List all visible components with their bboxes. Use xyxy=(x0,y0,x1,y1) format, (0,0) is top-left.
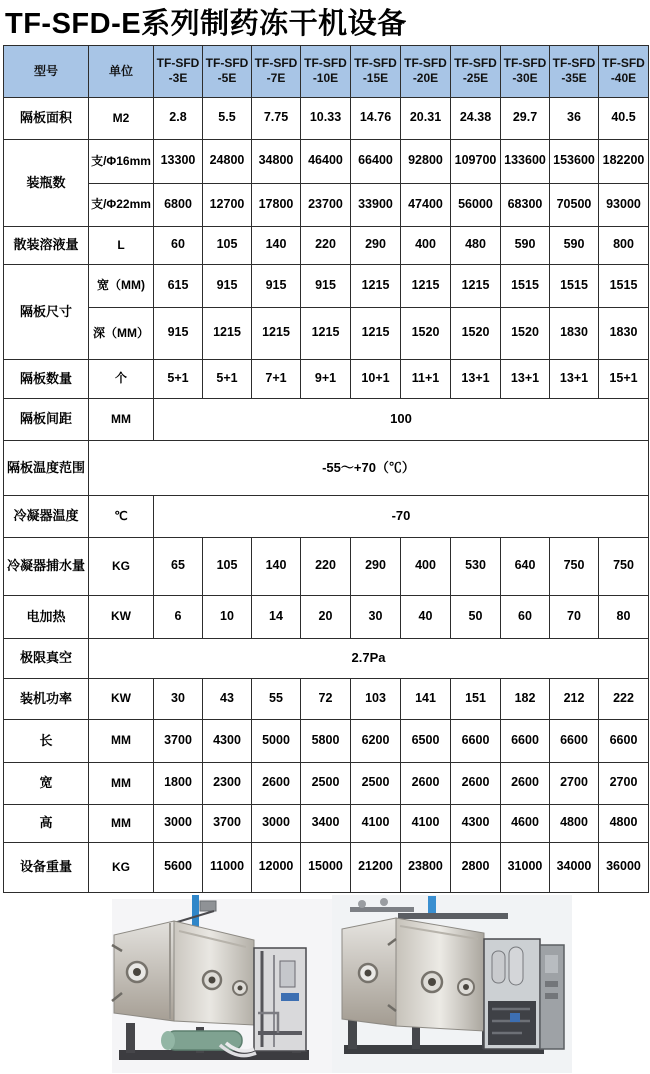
row-label: 设备重量 xyxy=(4,842,89,892)
value-cell: 6600 xyxy=(550,719,599,762)
value-cell: 65 xyxy=(154,537,203,595)
value-cell: 15+1 xyxy=(599,359,649,398)
row-label: 隔板温度范围 xyxy=(4,440,89,495)
value-cell: 1215 xyxy=(401,264,451,307)
value-cell: 4800 xyxy=(550,804,599,842)
model-name-line2: -35E xyxy=(561,71,587,86)
value-cell: 1215 xyxy=(203,307,252,359)
row-label: 散装溶液量 xyxy=(4,226,89,264)
value-cell: 10.33 xyxy=(301,97,351,139)
row-label: 冷凝器温度 xyxy=(4,495,89,537)
row-label: 装瓶数 xyxy=(4,139,89,226)
value-cell: 140 xyxy=(252,537,301,595)
value-cell: 6600 xyxy=(501,719,550,762)
value-cell: 2700 xyxy=(599,762,649,804)
value-cell: 30 xyxy=(154,678,203,719)
table-row xyxy=(4,638,649,678)
value-cell: 31000 xyxy=(501,842,550,892)
table-row xyxy=(4,595,649,638)
table-body xyxy=(4,97,649,892)
value-cell: 5600 xyxy=(154,842,203,892)
freeze-dryer-photo-right xyxy=(332,893,577,1073)
row-label: 隔板面积 xyxy=(4,97,89,139)
value-cell: 13300 xyxy=(154,139,203,183)
value-cell: 4800 xyxy=(599,804,649,842)
row-label: 装机功率 xyxy=(4,678,89,719)
value-cell: 1515 xyxy=(599,264,649,307)
value-cell: 7.75 xyxy=(252,97,301,139)
value-cell: 2600 xyxy=(401,762,451,804)
value-cell: 4600 xyxy=(501,804,550,842)
value-cell: 109700 xyxy=(451,139,501,183)
table-row xyxy=(4,762,649,804)
value-cell: 140 xyxy=(252,226,301,264)
value-cell: 5800 xyxy=(301,719,351,762)
value-cell: 530 xyxy=(451,537,501,595)
value-cell: 6500 xyxy=(401,719,451,762)
value-cell: 2.8 xyxy=(154,97,203,139)
table-row xyxy=(4,307,649,359)
value-cell: 40 xyxy=(401,595,451,638)
value-cell: 640 xyxy=(501,537,550,595)
value-cell: 5+1 xyxy=(154,359,203,398)
value-cell: 12000 xyxy=(252,842,301,892)
value-cell: 2300 xyxy=(203,762,252,804)
value-cell: 1520 xyxy=(451,307,501,359)
value-cell: 6200 xyxy=(351,719,401,762)
table-row xyxy=(4,678,649,719)
value-cell: 3400 xyxy=(301,804,351,842)
table-row xyxy=(4,440,649,495)
value-cell: 1215 xyxy=(451,264,501,307)
value-cell: 6 xyxy=(154,595,203,638)
value-cell: 29.7 xyxy=(501,97,550,139)
row-label: 长 xyxy=(4,719,89,762)
model-name-line2: -25E xyxy=(462,71,489,86)
model-name-line2: -10E xyxy=(312,71,339,86)
value-cell: 6600 xyxy=(599,719,649,762)
model-name-line1: TF-SFD xyxy=(354,56,397,71)
unit-cell: 支/Φ22mm xyxy=(89,183,154,226)
value-cell: 2600 xyxy=(451,762,501,804)
model-name-line1: TF-SFD xyxy=(156,56,200,71)
model-name-line1: TF-SFD xyxy=(254,56,298,71)
value-cell: 40.5 xyxy=(599,97,649,139)
model-name-line1: TF-SFD xyxy=(552,56,596,71)
table-row xyxy=(4,264,649,307)
table-header xyxy=(4,45,649,97)
value-cell: 5.5 xyxy=(203,97,252,139)
value-cell: 11+1 xyxy=(401,359,451,398)
value-cell: 182 xyxy=(501,678,550,719)
unit-cell: MM xyxy=(89,804,154,842)
value-cell: 3000 xyxy=(252,804,301,842)
table-row xyxy=(4,139,649,183)
row-label: 隔板间距 xyxy=(4,398,89,440)
value-cell: 222 xyxy=(599,678,649,719)
value-cell: 46400 xyxy=(301,139,351,183)
value-cell: 1215 xyxy=(301,307,351,359)
value-cell: 36000 xyxy=(599,842,649,892)
header-model-tf-sfd-15e xyxy=(351,45,401,97)
header-model-tf-sfd-25e xyxy=(451,45,501,97)
value-cell: 290 xyxy=(351,537,401,595)
header-model-tf-sfd-40e xyxy=(599,45,649,97)
model-name-line2: -20E xyxy=(412,71,439,86)
unit-cell: KG xyxy=(89,537,154,595)
value-cell: 2700 xyxy=(550,762,599,804)
value-cell: 66400 xyxy=(351,139,401,183)
value-cell: 1215 xyxy=(252,307,301,359)
value-cell: 13+1 xyxy=(501,359,550,398)
merged-value-cell: -70 xyxy=(154,495,649,537)
value-cell: 2500 xyxy=(351,762,401,804)
header-model-tf-sfd-3e xyxy=(154,45,203,97)
value-cell: 1830 xyxy=(599,307,649,359)
unit-cell: KW xyxy=(89,595,154,638)
value-cell: 34000 xyxy=(550,842,599,892)
table-row xyxy=(4,804,649,842)
row-label: 冷凝器捕水量 xyxy=(4,537,89,595)
unit-cell: 支/Φ16mm xyxy=(89,139,154,183)
value-cell: 153600 xyxy=(550,139,599,183)
value-cell: 400 xyxy=(401,537,451,595)
table-row xyxy=(4,97,649,139)
value-cell: 24.38 xyxy=(451,97,501,139)
model-name-line1: TF-SFD xyxy=(503,56,547,71)
value-cell: 590 xyxy=(550,226,599,264)
value-cell: 2800 xyxy=(451,842,501,892)
value-cell: 14 xyxy=(252,595,301,638)
value-cell: 6600 xyxy=(451,719,501,762)
unit-cell: MM xyxy=(89,719,154,762)
page-title: TF-SFD-E系列制药冻干机设备 xyxy=(5,8,407,40)
header-model-tf-sfd-7e xyxy=(252,45,301,97)
table-row xyxy=(4,359,649,398)
value-cell: 93000 xyxy=(599,183,649,226)
value-cell: 55 xyxy=(252,678,301,719)
freeze-dryer-left-illustration xyxy=(74,893,332,1073)
value-cell: 7+1 xyxy=(252,359,301,398)
table-row xyxy=(4,537,649,595)
value-cell: 10+1 xyxy=(351,359,401,398)
value-cell: 12700 xyxy=(203,183,252,226)
row-label: 电加热 xyxy=(4,595,89,638)
model-name-line1: TF-SFD xyxy=(454,56,497,71)
freeze-dryer-right-illustration xyxy=(332,893,577,1073)
value-cell: 133600 xyxy=(501,139,550,183)
model-name-line2: -3E xyxy=(168,71,188,86)
unit-cell: 宽（MM) xyxy=(89,264,154,307)
value-cell: 915 xyxy=(203,264,252,307)
value-cell: 1830 xyxy=(550,307,599,359)
value-cell: 72 xyxy=(301,678,351,719)
value-cell: 151 xyxy=(451,678,501,719)
value-cell: 290 xyxy=(351,226,401,264)
value-cell: 5000 xyxy=(252,719,301,762)
value-cell: 68300 xyxy=(501,183,550,226)
row-label: 隔板尺寸 xyxy=(4,264,89,359)
model-name-line2: -30E xyxy=(512,71,538,86)
value-cell: 400 xyxy=(401,226,451,264)
value-cell: 47400 xyxy=(401,183,451,226)
value-cell: 2600 xyxy=(501,762,550,804)
value-cell: 15000 xyxy=(301,842,351,892)
value-cell: 33900 xyxy=(351,183,401,226)
product-photos xyxy=(0,893,650,1073)
value-cell: 182200 xyxy=(599,139,649,183)
row-label: 宽 xyxy=(4,762,89,804)
value-cell: 480 xyxy=(451,226,501,264)
value-cell: 915 xyxy=(154,307,203,359)
header-model-tf-sfd-20e xyxy=(401,45,451,97)
value-cell: 1515 xyxy=(550,264,599,307)
table-row xyxy=(4,183,649,226)
value-cell: 105 xyxy=(203,537,252,595)
value-cell: 21200 xyxy=(351,842,401,892)
row-label: 极限真空 xyxy=(4,638,89,678)
value-cell: 590 xyxy=(501,226,550,264)
value-cell: 6800 xyxy=(154,183,203,226)
value-cell: 800 xyxy=(599,226,649,264)
value-cell: 2500 xyxy=(301,762,351,804)
unit-cell: MM xyxy=(89,398,154,440)
value-cell: 20 xyxy=(301,595,351,638)
merged-value-cell: 2.7Pa xyxy=(89,638,649,678)
value-cell: 20.31 xyxy=(401,97,451,139)
table-row xyxy=(4,719,649,762)
value-cell: 70500 xyxy=(550,183,599,226)
value-cell: 23800 xyxy=(401,842,451,892)
value-cell: 141 xyxy=(401,678,451,719)
value-cell: 1515 xyxy=(501,264,550,307)
table-row xyxy=(4,495,649,537)
header-model-col: 型号 xyxy=(4,45,89,97)
value-cell: 13+1 xyxy=(451,359,501,398)
header-model-tf-sfd-35e xyxy=(550,45,599,97)
value-cell: 750 xyxy=(599,537,649,595)
value-cell: 4100 xyxy=(401,804,451,842)
value-cell: 3700 xyxy=(203,804,252,842)
row-label: 隔板数量 xyxy=(4,359,89,398)
model-name-line1: TF-SFD xyxy=(602,56,645,71)
unit-cell: KG xyxy=(89,842,154,892)
value-cell: 105 xyxy=(203,226,252,264)
value-cell: 1800 xyxy=(154,762,203,804)
value-cell: 43 xyxy=(203,678,252,719)
value-cell: 56000 xyxy=(451,183,501,226)
value-cell: 2600 xyxy=(252,762,301,804)
spec-table xyxy=(3,45,649,893)
value-cell: 1215 xyxy=(351,307,401,359)
unit-cell: ℃ xyxy=(89,495,154,537)
merged-value-cell: -55～+70（℃） xyxy=(89,440,649,495)
value-cell: 50 xyxy=(451,595,501,638)
header-unit-col: 单位 xyxy=(89,45,154,97)
value-cell: 5+1 xyxy=(203,359,252,398)
value-cell: 60 xyxy=(154,226,203,264)
value-cell: 4300 xyxy=(203,719,252,762)
value-cell: 80 xyxy=(599,595,649,638)
merged-value-cell: 100 xyxy=(154,398,649,440)
value-cell: 212 xyxy=(550,678,599,719)
value-cell: 10 xyxy=(203,595,252,638)
table-row xyxy=(4,842,649,892)
value-cell: 36 xyxy=(550,97,599,139)
value-cell: 103 xyxy=(351,678,401,719)
unit-cell: L xyxy=(89,226,154,264)
value-cell: 915 xyxy=(301,264,351,307)
value-cell: 34800 xyxy=(252,139,301,183)
value-cell: 30 xyxy=(351,595,401,638)
value-cell: 3000 xyxy=(154,804,203,842)
value-cell: 4300 xyxy=(451,804,501,842)
header-row xyxy=(4,45,649,97)
value-cell: 13+1 xyxy=(550,359,599,398)
value-cell: 24800 xyxy=(203,139,252,183)
unit-cell: 个 xyxy=(89,359,154,398)
value-cell: 23700 xyxy=(301,183,351,226)
value-cell: 750 xyxy=(550,537,599,595)
value-cell: 220 xyxy=(301,226,351,264)
unit-cell: MM xyxy=(89,762,154,804)
model-name-line2: -15E xyxy=(362,71,389,86)
model-name-line1: TF-SFD xyxy=(205,56,249,71)
unit-cell: KW xyxy=(89,678,154,719)
model-name-line2: -40E xyxy=(610,71,637,86)
row-label: 高 xyxy=(4,804,89,842)
table-row xyxy=(4,226,649,264)
header-model-tf-sfd-10e xyxy=(301,45,351,97)
model-name-line1: TF-SFD xyxy=(404,56,447,71)
table-row xyxy=(4,398,649,440)
model-name-line2: -5E xyxy=(217,71,237,86)
value-cell: 14.76 xyxy=(351,97,401,139)
value-cell: 70 xyxy=(550,595,599,638)
value-cell: 1520 xyxy=(501,307,550,359)
value-cell: 9+1 xyxy=(301,359,351,398)
value-cell: 60 xyxy=(501,595,550,638)
value-cell: 92800 xyxy=(401,139,451,183)
header-model-tf-sfd-30e xyxy=(501,45,550,97)
model-name-line2: -7E xyxy=(266,71,286,86)
value-cell: 1215 xyxy=(351,264,401,307)
value-cell: 3700 xyxy=(154,719,203,762)
unit-cell: 深（MM） xyxy=(89,307,154,359)
model-name-line1: TF-SFD xyxy=(304,56,347,71)
value-cell: 17800 xyxy=(252,183,301,226)
freeze-dryer-photo-left xyxy=(74,893,332,1073)
unit-cell: M2 xyxy=(89,97,154,139)
value-cell: 4100 xyxy=(351,804,401,842)
value-cell: 11000 xyxy=(203,842,252,892)
value-cell: 615 xyxy=(154,264,203,307)
header-model-tf-sfd-5e xyxy=(203,45,252,97)
value-cell: 915 xyxy=(252,264,301,307)
value-cell: 220 xyxy=(301,537,351,595)
value-cell: 1520 xyxy=(401,307,451,359)
